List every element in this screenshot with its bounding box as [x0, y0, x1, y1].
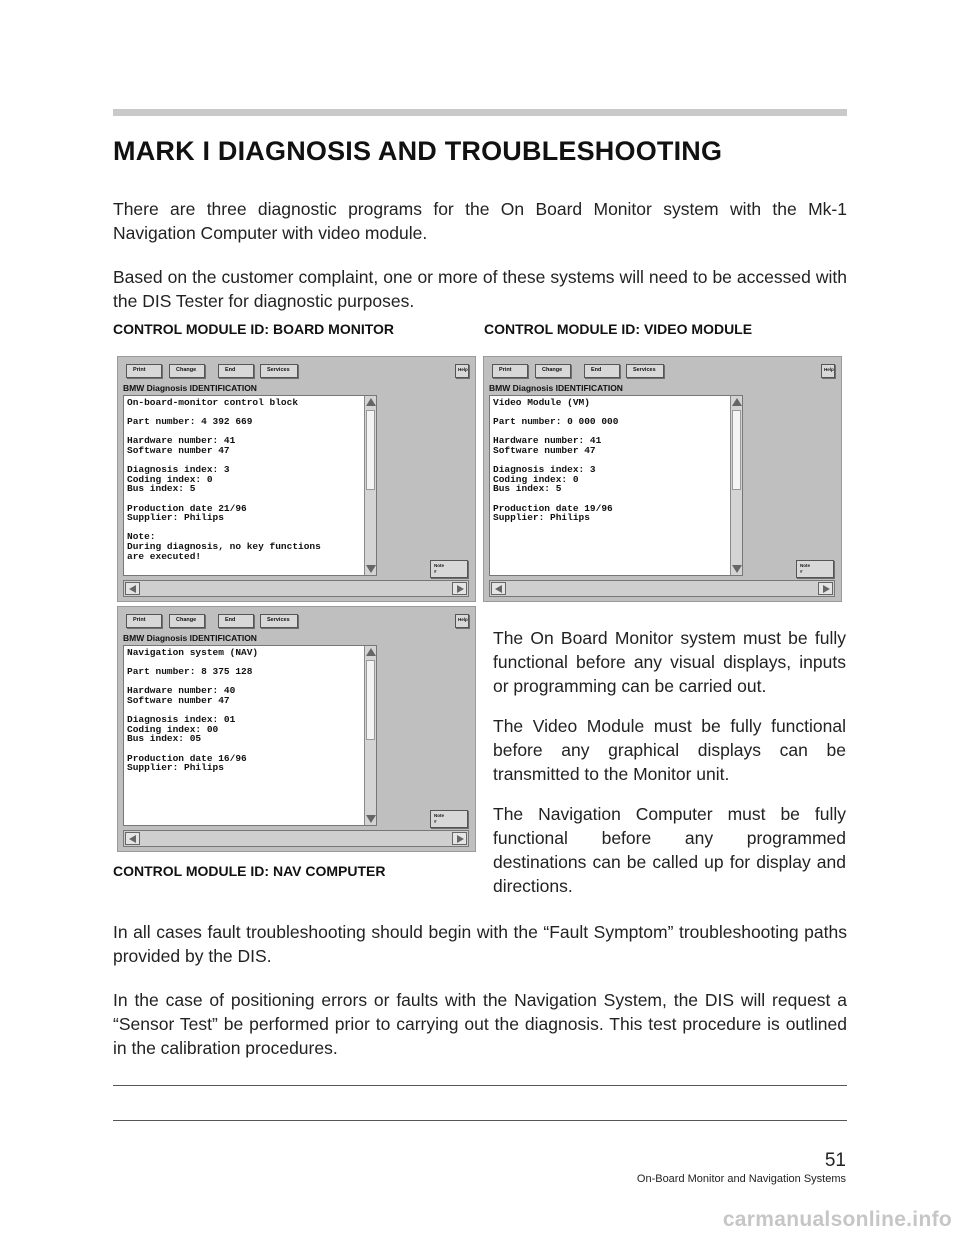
services-button[interactable]: Services	[626, 364, 664, 378]
print-button[interactable]: Print	[492, 364, 528, 378]
scroll-thumb[interactable]	[732, 410, 741, 490]
scroll-right-button[interactable]	[452, 582, 467, 595]
services-button[interactable]: Services	[260, 614, 298, 628]
arrow-right-icon	[457, 585, 464, 593]
scroll-left-button[interactable]	[125, 582, 140, 595]
identification-text: On-board-monitor control block Part number: 4 392 669 Hardware number: 41 Software number 47 Diagnosis index: 3 Coding index: 0 Bus index: 5 Production date 21/96 Supplier: Philips Note: During diagnosis, no key functions are executed!	[127, 397, 321, 562]
scroll-up-icon[interactable]	[366, 398, 376, 406]
identification-box	[123, 395, 377, 576]
arrow-left-icon	[129, 585, 136, 593]
end-button[interactable]: End	[218, 364, 254, 378]
screen-title: BMW Diagnosis IDENTIFICATION	[489, 383, 623, 393]
note-button[interactable]: Note #	[796, 560, 834, 578]
change-button[interactable]: Change	[535, 364, 571, 378]
scroll-right-button[interactable]	[452, 832, 467, 845]
horizontal-scrollbar[interactable]	[489, 580, 835, 597]
scroll-down-icon[interactable]	[366, 815, 376, 823]
identification-box	[123, 645, 377, 826]
video-module-screen	[483, 356, 842, 602]
caption-board-monitor: CONTROL MODULE ID: BOARD MONITOR	[113, 321, 395, 337]
closing-paragraph-1: In all cases fault troubleshooting should begin with the “Fault Symptom” troubleshooting paths provided by the DIS.	[113, 922, 847, 966]
services-button[interactable]: Services	[260, 364, 298, 378]
watermark: carmanualsonline.info	[722, 1208, 952, 1231]
scroll-thumb[interactable]	[366, 410, 375, 490]
top-rule	[113, 109, 847, 116]
identification-text: Navigation system (NAV) Part number: 8 375 128 Hardware number: 40 Software number 47 Diagnosis index: 01 Coding index: 00 Bus index: 05 Production date 16/96 Supplier: Philips	[127, 647, 259, 774]
side-paragraph-3: The Navigation Computer must be fully functional before any programmed destinations can be called up for display and directions.	[493, 804, 846, 896]
identification-box	[489, 395, 743, 576]
intro-paragraph-2: Based on the customer complaint, one or more of these systems will need to be accessed with the DIS Tester for diagnostic purposes.	[113, 267, 847, 311]
arrow-left-icon	[129, 835, 136, 843]
side-paragraph-2: The Video Module must be fully functional before any graphical displays can be transmitted to the Monitor unit.	[493, 716, 846, 784]
end-button[interactable]: End	[218, 614, 254, 628]
caption-nav-computer: CONTROL MODULE ID: NAV COMPUTER	[113, 863, 386, 879]
change-button[interactable]: Change	[169, 364, 205, 378]
horizontal-scrollbar[interactable]	[123, 830, 469, 847]
screen-title: BMW Diagnosis IDENTIFICATION	[123, 383, 257, 393]
identification-text: Video Module (VM) Part number: 0 000 000 Hardware number: 41 Software number 47 Diagnosis index: 3 Coding index: 0 Bus index: 5 Production date 19/96 Supplier: Philips	[493, 397, 619, 524]
scroll-down-icon[interactable]	[732, 565, 742, 573]
arrow-left-icon	[495, 585, 502, 593]
footer-title: On-Board Monitor and Navigation Systems	[636, 1173, 846, 1185]
page-title: MARK I DIAGNOSIS AND TROUBLESHOOTING	[113, 136, 723, 166]
closing-paragraph-2: In the case of positioning errors or faults with the Navigation System, the DIS will request a “Sensor Test” be performed prior to carrying out the diagnosis. This test procedure is outlined in the calibration procedures.	[113, 990, 847, 1058]
print-button[interactable]: Print	[126, 614, 162, 628]
vertical-scrollbar[interactable]	[364, 646, 376, 825]
footer-rule-upper	[113, 1085, 847, 1086]
scroll-right-button[interactable]	[818, 582, 833, 595]
scroll-left-button[interactable]	[491, 582, 506, 595]
note-button[interactable]: Note #	[430, 810, 468, 828]
page-number: 51	[824, 1150, 846, 1171]
horizontal-scrollbar[interactable]	[123, 580, 469, 597]
vertical-scrollbar[interactable]	[364, 396, 376, 575]
caption-video-module: CONTROL MODULE ID: VIDEO MODULE	[484, 321, 753, 337]
side-paragraph-1: The On Board Monitor system must be fully functional before any visual displays, inputs or programming can be carried out.	[493, 628, 846, 696]
print-button[interactable]: Print	[126, 364, 162, 378]
change-button[interactable]: Change	[169, 614, 205, 628]
help-button[interactable]: Help	[455, 614, 469, 628]
scroll-thumb[interactable]	[366, 660, 375, 740]
help-button[interactable]: Help	[455, 364, 469, 378]
screen-title: BMW Diagnosis IDENTIFICATION	[123, 633, 257, 643]
nav-computer-screen	[117, 606, 476, 852]
help-button[interactable]: Help	[821, 364, 835, 378]
scroll-down-icon[interactable]	[366, 565, 376, 573]
arrow-right-icon	[457, 835, 464, 843]
footer-rule-lower	[113, 1120, 847, 1121]
note-button[interactable]: Note #	[430, 560, 468, 578]
scroll-up-icon[interactable]	[366, 648, 376, 656]
arrow-right-icon	[823, 585, 830, 593]
scroll-left-button[interactable]	[125, 832, 140, 845]
intro-paragraph-1: There are three diagnostic programs for the On Board Monitor system with the Mk-1 Navigation Computer with video module.	[113, 199, 847, 243]
scroll-up-icon[interactable]	[732, 398, 742, 406]
vertical-scrollbar[interactable]	[730, 396, 742, 575]
board-monitor-screen	[117, 356, 476, 602]
end-button[interactable]: End	[584, 364, 620, 378]
